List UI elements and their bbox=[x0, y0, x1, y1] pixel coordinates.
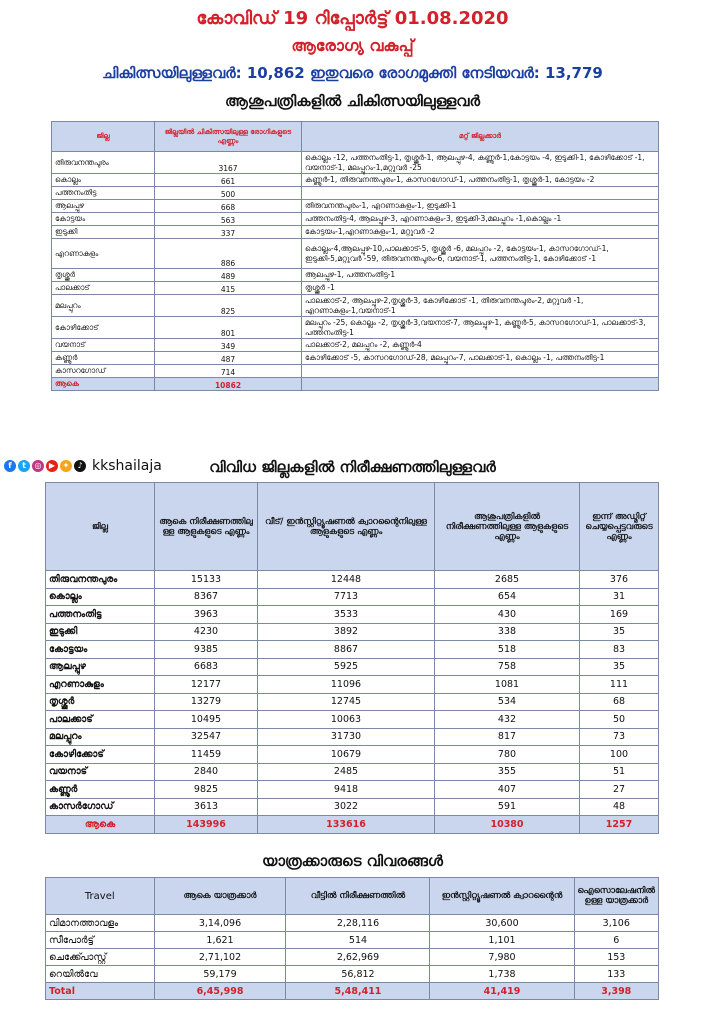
district-cell: കാസർഗോഡ് bbox=[46, 798, 155, 816]
total-value: 3,398 bbox=[574, 983, 658, 1000]
value-cell: 432 bbox=[435, 711, 580, 729]
column-header: വീട്/ ഇൻസ്റ്റിറ്റ്യൂഷണൽ ക്വാറന്റൈനിലുള്ള ആളുകളുടെ എണ്ണം bbox=[258, 483, 435, 571]
district-cell: മലപ്പുറം bbox=[46, 728, 155, 746]
district-cell: കോട്ടയം bbox=[52, 213, 155, 226]
value-cell: 4230 bbox=[155, 623, 258, 641]
others-cell: കണ്ണൂർ-1, തിരുവനന്തപുരം-1, കാസറഗോഡ്-1, പത്തനംതിട്ട-1, തൃശ്ശൂർ-1, കോട്ടയം -2 bbox=[302, 174, 659, 187]
report-title: കോവിഡ് 19 റിപ്പോർട്ട് 01.08.2020 bbox=[196, 8, 509, 29]
others-cell: കൊല്ലം -12, പത്തനംതിട്ട-1, തൃശ്ശൂർ-1, ആലപ്പുഴ-4, കണ്ണൂർ-1,കോട്ടയം -4, ഇടുക്കി-1, കോഴിക്കോട് -1, വയനാട്-1, മലപ്പുറം-1,മറ്റുവർ -25 bbox=[302, 152, 659, 174]
total-value: 143996 bbox=[155, 816, 258, 834]
value-cell: 12177 bbox=[155, 676, 258, 694]
value-cell: 31730 bbox=[258, 728, 435, 746]
value-cell: 3,14,096 bbox=[154, 915, 286, 932]
table-row bbox=[46, 693, 659, 711]
district-cell: മലപ്പുറം bbox=[52, 295, 155, 317]
value-cell: 1,738 bbox=[430, 966, 574, 983]
column-header: ജില്ലയിൽ ചികിത്സയിലുള്ള രോഗികളുടെ എണ്ണം bbox=[155, 122, 302, 152]
table-total-row bbox=[46, 983, 659, 1000]
others-cell: പാലക്കാട്-2, ആലപ്പുഴ-2,തൃശ്ശൂർ-3, കോഴിക്കോട് -1, തിരുവനന്തപുരം-2, മറ്റുവർ -1, എറണാകുളം-1,വയനാട്-1 bbox=[302, 295, 659, 317]
value-cell: 407 bbox=[435, 781, 580, 799]
value-cell: 35 bbox=[580, 623, 659, 641]
table-row bbox=[46, 728, 659, 746]
count-cell: 349 bbox=[155, 339, 302, 352]
hospital-table bbox=[51, 121, 659, 391]
district-cell: ആലപ്പുഴ bbox=[46, 658, 155, 676]
count-cell: 825 bbox=[155, 295, 302, 317]
others-cell: ആലപ്പുഴ-1, പത്തനംതിട്ട-1 bbox=[302, 269, 659, 282]
others-cell: കോഴിക്കോട് -5, കാസറഗോഡ്-28, മലപ്പുറം-7, പാലക്കാട്-1, കൊല്ലം -1, പത്തനംതിട്ട-1 bbox=[302, 352, 659, 365]
column-header: ഇൻസ്റ്റിറ്റ്യൂഷണൽ ക്വാറന്റൈൻ bbox=[430, 878, 574, 915]
column-header: ജില്ല bbox=[52, 122, 155, 152]
travel-mode-cell: വിമാനത്താവളം bbox=[46, 915, 155, 932]
others-cell: മലപ്പുറം -25, കൊല്ലം -2, തൃശ്ശൂർ-3,വയനാട്-7, ആലപ്പുഴ-1, കണ്ണൂർ-5, കാസറഗോഡ്-1, പാലക്കാട്-3, പത്തനംതിട്ട-1 bbox=[302, 317, 659, 339]
table-row bbox=[52, 352, 659, 365]
value-cell: 654 bbox=[435, 588, 580, 606]
value-cell: 56,812 bbox=[286, 966, 430, 983]
value-cell: 12448 bbox=[258, 571, 435, 589]
share-icon[interactable]: ✦ bbox=[60, 460, 72, 472]
total-value: 10380 bbox=[435, 816, 580, 834]
travel-mode-cell: സീപോർട്ട് bbox=[46, 932, 155, 949]
observation-table bbox=[45, 482, 659, 834]
social-handle: kkshailaja bbox=[92, 458, 162, 474]
empty-cell bbox=[302, 378, 659, 391]
value-cell: 355 bbox=[435, 763, 580, 781]
value-cell: 10495 bbox=[155, 711, 258, 729]
value-cell: 30,600 bbox=[430, 915, 574, 932]
value-cell: 2,62,969 bbox=[286, 949, 430, 966]
column-header: Travel bbox=[46, 878, 155, 915]
value-cell: 817 bbox=[435, 728, 580, 746]
others-cell bbox=[302, 365, 659, 378]
value-cell: 430 bbox=[435, 606, 580, 624]
value-cell: 6683 bbox=[155, 658, 258, 676]
table-row bbox=[52, 295, 659, 317]
table-row bbox=[46, 588, 659, 606]
district-cell: തിരുവനന്തപുരം bbox=[52, 152, 155, 174]
value-cell: 3613 bbox=[155, 798, 258, 816]
value-cell: 100 bbox=[580, 746, 659, 764]
table-row bbox=[46, 932, 659, 949]
value-cell: 111 bbox=[580, 676, 659, 694]
others-cell: തിരുവനന്തപുരം-1, എറണാകുളം-1, ഇടുക്കി-1 bbox=[302, 200, 659, 213]
others-cell: കൊല്ലം-4,ആലപ്പുഴ-10,പാലക്കാട്-5, തൃശ്ശൂർ -6, മലപ്പുറം -2, കോട്ടയം-1, കാസറഗോഡ്-1, ഇടുക്കി-5,മറ്റുവർ -59, തിരുവനന്തപുരം-6, വയനാട്-1, പത്തനംതിട്ട-1, കോഴിക്കോട് -1 bbox=[302, 239, 659, 269]
column-header: ആകെ യാത്രക്കാർ bbox=[154, 878, 286, 915]
district-cell: കൊല്ലം bbox=[46, 588, 155, 606]
value-cell: 48 bbox=[580, 798, 659, 816]
count-cell: 489 bbox=[155, 269, 302, 282]
table-row bbox=[52, 213, 659, 226]
total-label: ആകെ bbox=[46, 816, 155, 834]
table-row bbox=[46, 966, 659, 983]
value-cell: 15133 bbox=[155, 571, 258, 589]
count-cell: 801 bbox=[155, 317, 302, 339]
value-cell: 35 bbox=[580, 658, 659, 676]
youtube-icon[interactable]: ▶ bbox=[46, 460, 58, 472]
table-total-row bbox=[52, 378, 659, 391]
table-row bbox=[46, 676, 659, 694]
value-cell: 8867 bbox=[258, 641, 435, 659]
value-cell: 11459 bbox=[155, 746, 258, 764]
value-cell: 10063 bbox=[258, 711, 435, 729]
value-cell: 3533 bbox=[258, 606, 435, 624]
value-cell: 1081 bbox=[435, 676, 580, 694]
table-row bbox=[46, 949, 659, 966]
district-cell: വയനാട് bbox=[46, 763, 155, 781]
value-cell: 3022 bbox=[258, 798, 435, 816]
district-cell: ഇടുക്കി bbox=[46, 623, 155, 641]
table-row bbox=[46, 711, 659, 729]
total-value: 5,48,411 bbox=[286, 983, 430, 1000]
table-row bbox=[52, 317, 659, 339]
table-row bbox=[52, 269, 659, 282]
count-cell: 563 bbox=[155, 213, 302, 226]
value-cell: 9418 bbox=[258, 781, 435, 799]
value-cell: 11096 bbox=[258, 676, 435, 694]
table-row bbox=[46, 781, 659, 799]
value-cell: 51 bbox=[580, 763, 659, 781]
table-row bbox=[46, 641, 659, 659]
table-total-row bbox=[46, 816, 659, 834]
value-cell: 32547 bbox=[155, 728, 258, 746]
others-cell: കോട്ടയം-1,എറണാകുളം-1, മറ്റുവർ -2 bbox=[302, 226, 659, 239]
instagram-icon[interactable]: ◎ bbox=[32, 460, 44, 472]
others-cell: തൃശ്ശൂർ -1 bbox=[302, 282, 659, 295]
count-cell: 337 bbox=[155, 226, 302, 239]
column-header: ജില്ല bbox=[46, 483, 155, 571]
facebook-icon[interactable]: f bbox=[4, 460, 16, 472]
total-value: 6,45,998 bbox=[154, 983, 286, 1000]
value-cell: 376 bbox=[580, 571, 659, 589]
total-value: 1257 bbox=[580, 816, 659, 834]
value-cell: 8367 bbox=[155, 588, 258, 606]
value-cell: 3892 bbox=[258, 623, 435, 641]
total-value: 10862 bbox=[155, 378, 302, 391]
column-header: മറ്റ് ജില്ലക്കാർ bbox=[302, 122, 659, 152]
value-cell: 27 bbox=[580, 781, 659, 799]
column-header: ആകെ നിരീക്ഷണത്തിലു ള്ള ആളുകളുടെ എണ്ണം bbox=[155, 483, 258, 571]
district-cell: കോഴിക്കോട് bbox=[52, 317, 155, 339]
value-cell: 9825 bbox=[155, 781, 258, 799]
value-cell: 1,621 bbox=[154, 932, 286, 949]
value-cell: 2840 bbox=[155, 763, 258, 781]
department-name: ആരോഗ്യ വകുപ്പ് bbox=[291, 36, 414, 55]
district-cell: തൃശ്ശൂർ bbox=[52, 269, 155, 282]
value-cell: 3,106 bbox=[574, 915, 658, 932]
value-cell: 2685 bbox=[435, 571, 580, 589]
value-cell: 2,71,102 bbox=[154, 949, 286, 966]
count-cell: 3167 bbox=[155, 152, 302, 174]
count-cell: 487 bbox=[155, 352, 302, 365]
column-header: ആശുപത്രികളിൽ നിരീക്ഷണത്തിലുള്ള ആളുകളുടെ എണ്ണം bbox=[435, 483, 580, 571]
table-row bbox=[52, 339, 659, 352]
table-row bbox=[52, 365, 659, 378]
district-cell: കണ്ണൂർ bbox=[52, 352, 155, 365]
value-cell: 518 bbox=[435, 641, 580, 659]
travel-table bbox=[45, 877, 659, 1000]
column-header: ഇന്ന് അഡ്മിറ്റ് ചെയ്യപ്പെട്ടവരുടെ എണ്ണം bbox=[580, 483, 659, 571]
district-cell: പാലക്കാട് bbox=[46, 711, 155, 729]
table-row bbox=[46, 571, 659, 589]
value-cell: 153 bbox=[574, 949, 658, 966]
value-cell: 338 bbox=[435, 623, 580, 641]
value-cell: 780 bbox=[435, 746, 580, 764]
travel-table-heading: യാത്രക്കാരുടെ വിവരങ്ങൾ bbox=[262, 852, 443, 870]
total-label: Total bbox=[46, 983, 155, 1000]
total-label: ആകെ bbox=[52, 378, 155, 391]
count-cell: 714 bbox=[155, 365, 302, 378]
others-cell: പത്തനംതിട്ട-4, ആലപ്പുഴ-3, എറണാകുളം-3, ഇടുക്കി-3,മലപ്പുറം -1,കൊല്ലം -1 bbox=[302, 213, 659, 226]
count-cell: 668 bbox=[155, 200, 302, 213]
value-cell: 2485 bbox=[258, 763, 435, 781]
hospital-table-heading: ആശുപത്രികളിൽ ചികിത്സയിലുള്ളവർ bbox=[225, 92, 480, 110]
value-cell: 591 bbox=[435, 798, 580, 816]
district-cell: വയനാട് bbox=[52, 339, 155, 352]
district-cell: പാലക്കാട് bbox=[52, 282, 155, 295]
count-cell: 415 bbox=[155, 282, 302, 295]
value-cell: 73 bbox=[580, 728, 659, 746]
value-cell: 13279 bbox=[155, 693, 258, 711]
table-row bbox=[52, 174, 659, 187]
district-cell: കോട്ടയം bbox=[46, 641, 155, 659]
district-cell: കൊല്ലം bbox=[52, 174, 155, 187]
table-row bbox=[52, 152, 659, 174]
table-row bbox=[46, 798, 659, 816]
district-cell: തിരുവനന്തപുരം bbox=[46, 571, 155, 589]
district-cell: ആലപ്പുഴ bbox=[52, 200, 155, 213]
value-cell: 7713 bbox=[258, 588, 435, 606]
travel-mode-cell: റെയിൽവേ bbox=[46, 966, 155, 983]
value-cell: 31 bbox=[580, 588, 659, 606]
district-cell: പത്തനംതിട്ട bbox=[46, 606, 155, 624]
district-cell: എറണാകുളം bbox=[52, 239, 155, 269]
total-value: 133616 bbox=[258, 816, 435, 834]
value-cell: 2,28,116 bbox=[286, 915, 430, 932]
value-cell: 133 bbox=[574, 966, 658, 983]
table-row bbox=[46, 606, 659, 624]
others-cell: പാലക്കാട്-2, മലപ്പുറം -2, കണ്ണൂർ-4 bbox=[302, 339, 659, 352]
district-cell: ഇടുക്കി bbox=[52, 226, 155, 239]
summary-line: ചികിത്സയിലുള്ളവർ: 10,862 ഇതുവരെ രോഗമുക്തി നേടിയവർ: 13,779 bbox=[102, 64, 603, 82]
value-cell: 50 bbox=[580, 711, 659, 729]
value-cell: 83 bbox=[580, 641, 659, 659]
table-row bbox=[46, 658, 659, 676]
value-cell: 1,101 bbox=[430, 932, 574, 949]
district-cell: പത്തനംതിട്ട bbox=[52, 187, 155, 200]
value-cell: 12745 bbox=[258, 693, 435, 711]
value-cell: 5925 bbox=[258, 658, 435, 676]
table-row bbox=[46, 746, 659, 764]
table-row bbox=[52, 282, 659, 295]
table-row bbox=[52, 200, 659, 213]
table-row bbox=[46, 623, 659, 641]
count-cell: 661 bbox=[155, 174, 302, 187]
district-cell: എറണാകുളം bbox=[46, 676, 155, 694]
table-row bbox=[46, 915, 659, 932]
table-row bbox=[52, 187, 659, 200]
value-cell: 758 bbox=[435, 658, 580, 676]
value-cell: 7,980 bbox=[430, 949, 574, 966]
value-cell: 3963 bbox=[155, 606, 258, 624]
district-cell: കോഴിക്കോട് bbox=[46, 746, 155, 764]
twitter-icon[interactable]: t bbox=[18, 460, 30, 472]
table-row bbox=[52, 239, 659, 269]
value-cell: 6 bbox=[574, 932, 658, 949]
table-row bbox=[46, 763, 659, 781]
value-cell: 10679 bbox=[258, 746, 435, 764]
column-header: ഐസൊലേഷനിൽ ഉള്ള യാത്രക്കാർ bbox=[574, 878, 658, 915]
count-cell: 886 bbox=[155, 239, 302, 269]
value-cell: 534 bbox=[435, 693, 580, 711]
value-cell: 68 bbox=[580, 693, 659, 711]
column-header: വീട്ടിൽ നിരീക്ഷണത്തിൽ bbox=[286, 878, 430, 915]
value-cell: 169 bbox=[580, 606, 659, 624]
value-cell: 59,179 bbox=[154, 966, 286, 983]
table-row bbox=[52, 226, 659, 239]
others-cell bbox=[302, 187, 659, 200]
district-cell: കാസറഗോഡ് bbox=[52, 365, 155, 378]
district-cell: തൃശ്ശൂർ bbox=[46, 693, 155, 711]
district-cell: കണ്ണൂർ bbox=[46, 781, 155, 799]
value-cell: 9385 bbox=[155, 641, 258, 659]
tiktok-icon[interactable]: ♪ bbox=[74, 460, 86, 472]
total-value: 41,419 bbox=[430, 983, 574, 1000]
observation-table-heading: വിവിധ ജില്ലകളിൽ നിരീക്ഷണത്തിലുള്ളവർ bbox=[209, 458, 496, 476]
count-cell: 500 bbox=[155, 187, 302, 200]
travel-mode-cell: ചെക്ക്പോസ്റ്റ് bbox=[46, 949, 155, 966]
value-cell: 514 bbox=[286, 932, 430, 949]
